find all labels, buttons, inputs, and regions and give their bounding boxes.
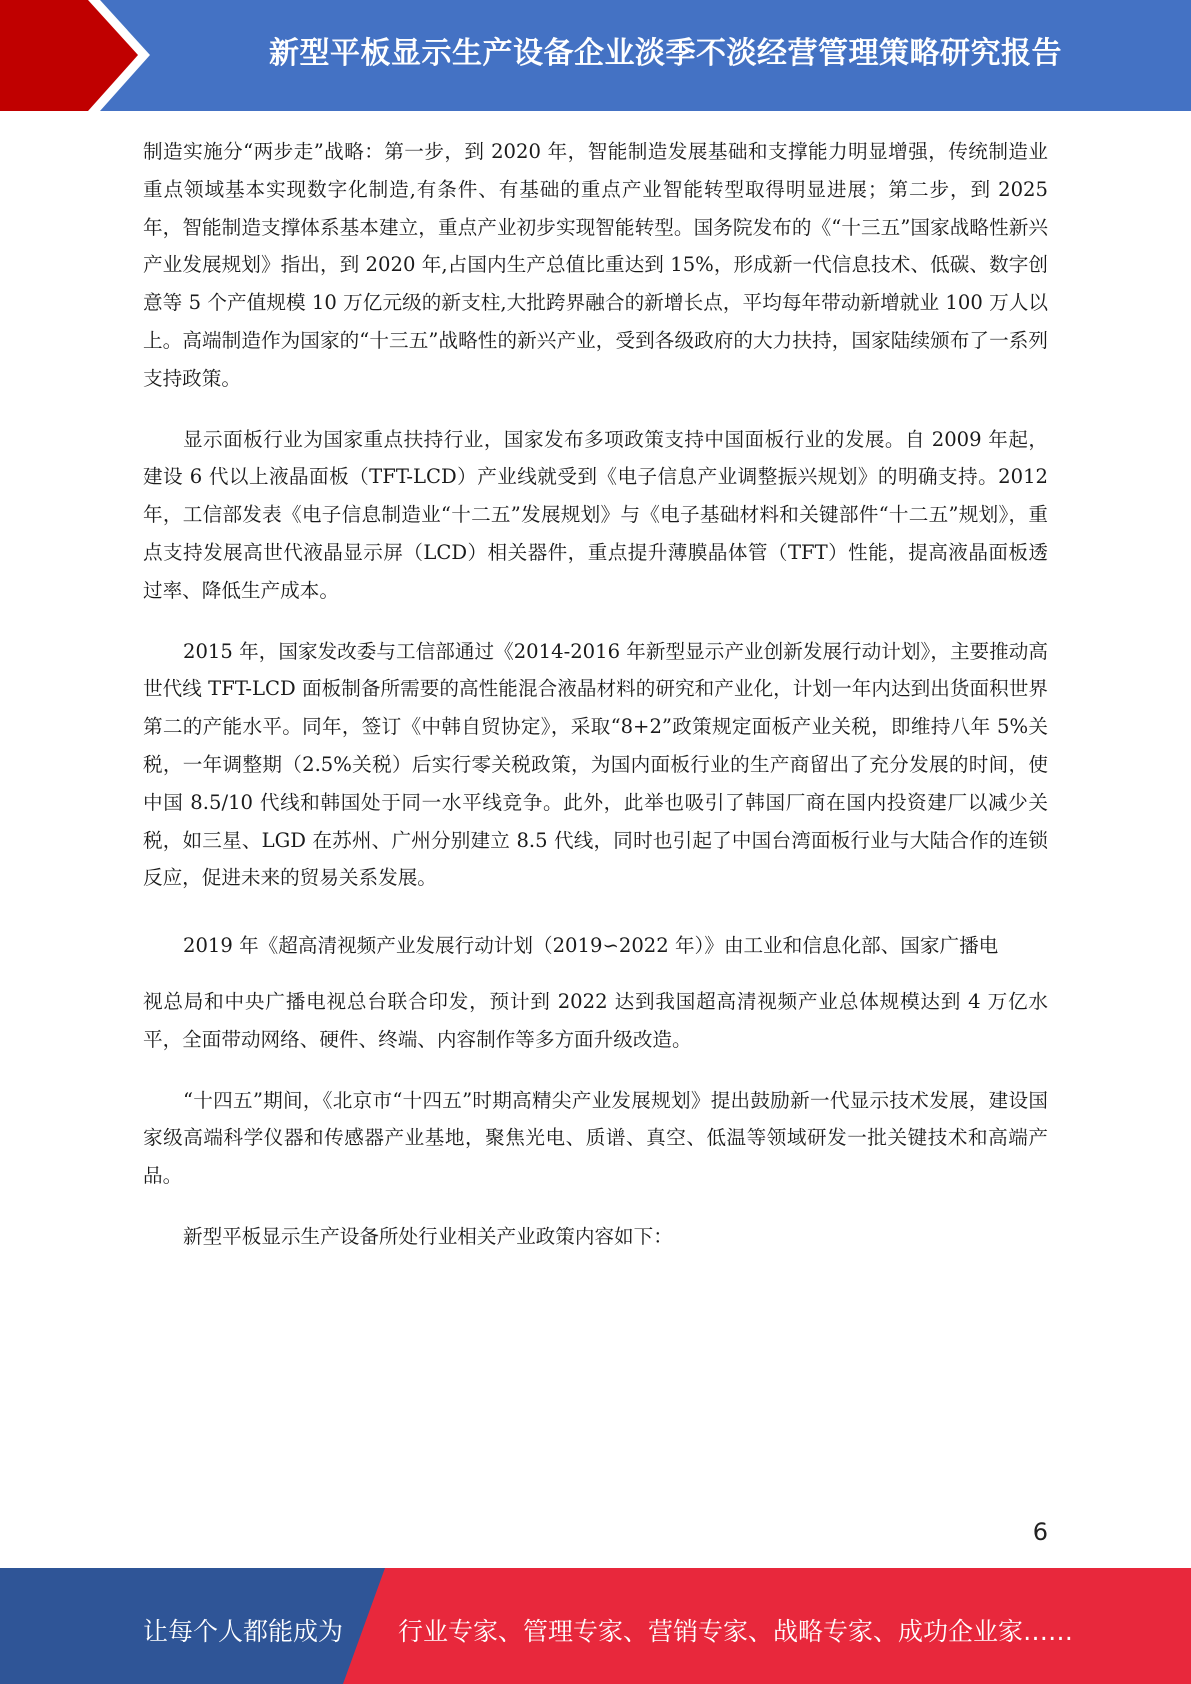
page-footer — [0, 1568, 1191, 1684]
paragraph-6: 新型平板显示生产设备所处行业相关产业政策内容如下： — [183, 1224, 673, 1248]
footer-slogan-right: 行业专家、管理专家、营销专家、战略专家、成功企业家…… — [398, 1617, 1074, 1646]
paragraph-4-line-1: 2019 年《超高清视频产业发展行动计划（2019∽2022 年）》由工业和信息化部、国家广播电 — [183, 934, 999, 958]
header-title: 新型平板显示生产设备企业淡季不淡经营管理策略研究报告 — [269, 36, 1062, 71]
footer-slogan-left: 让每个人都能成为 — [143, 1617, 344, 1646]
paragraph-4-continued: 视总局和中央广播电视总台联合印发，预计到 2022 达到我国超高清视频产业总体规模达到 4 万亿水平，全面带动网络、硬件、终端、内容制作等多方面升级改造。 — [143, 989, 1048, 1051]
page-number: 6 — [1032, 1518, 1048, 1546]
page-header — [0, 0, 1191, 111]
paragraph-3: 2015 年，国家发改委与工信部通过《2014-2016 年新型显示产业创新发展行动计划》，主要推动高世代线 TFT-LCD 面板制备所需要的高性能混合液晶材料的研究和产业化，计划一年内达到出货面积世界第二的产能水平。同年，签订《中韩自贸协定》，采取“8+2”政策规定面板产业关税，即维持八年 5%关税，一年调整期（2.5%关税）后实行零关税政策，为国内面板行业的生产商留出了充分发展的时间，使中国 8.5/10 代线和韩国处于同一水平线竞争。此外，此举也吸引了韩国厂商在国内投资建厂以减少关税，如三星、LGD 在苏州、广州分别建立 8.5 代线，同时也引起了中国台湾面板行业与大陆合作的连锁反应，促进未来的贸易关系发展。 — [143, 639, 1048, 890]
document-body — [143, 133, 1048, 1256]
paragraph-2: 显示面板行业为国家重点扶持行业，国家发布多项政策支持中国面板行业的发展。自 2009 年起，建设 6 代以上液晶面板（TFT-LCD）产业线就受到《电子信息产业调整振兴规划》的明确支持。2012 年，工信部发表《电子信息制造业“十二五”发展规划》与《电子基础材料和关键部件“十二五”规划》，重点支持发展高世代液晶显示屏（LCD）相关器件，重点提升薄膜晶体管（TFT）性能，提高液晶面板透过率、降低生产成本。 — [143, 427, 1048, 602]
paragraph-5: “十四五”期间，《北京市“十四五”时期高精尖产业发展规划》提出鼓励新一代显示技术发展，建设国家级高端科学仪器和传感器产业基地，聚焦光电、质谱、真空、低温等领域研发一批关键技术和高端产品。 — [143, 1088, 1048, 1188]
paragraph-1: 制造实施分“两步走”战略：第一步，到 2020 年，智能制造发展基础和支撑能力明显增强，传统制造业重点领域基本实现数字化制造,有条件、有基础的重点产业智能转型取得明显进展；第二步，到 2025 年，智能制造支撑体系基本建立，重点产业初步实现智能转型。国务院发布的《“十三五”国家战略性新兴产业发展规划》指出，到 2020 年,占国内生产总值比重达到 15%，形成新一代信息技术、低碳、数字创意等 5 个产值规模 10 万亿元级的新支柱,大批跨界融合的新增长点，平均每年带动新增就业 100 万人以上。高端制造作为国家的“十三五”战略性的新兴产业，受到各级政府的大力扶持，国家陆续颁布了一系列支持政策。 — [143, 140, 1048, 390]
